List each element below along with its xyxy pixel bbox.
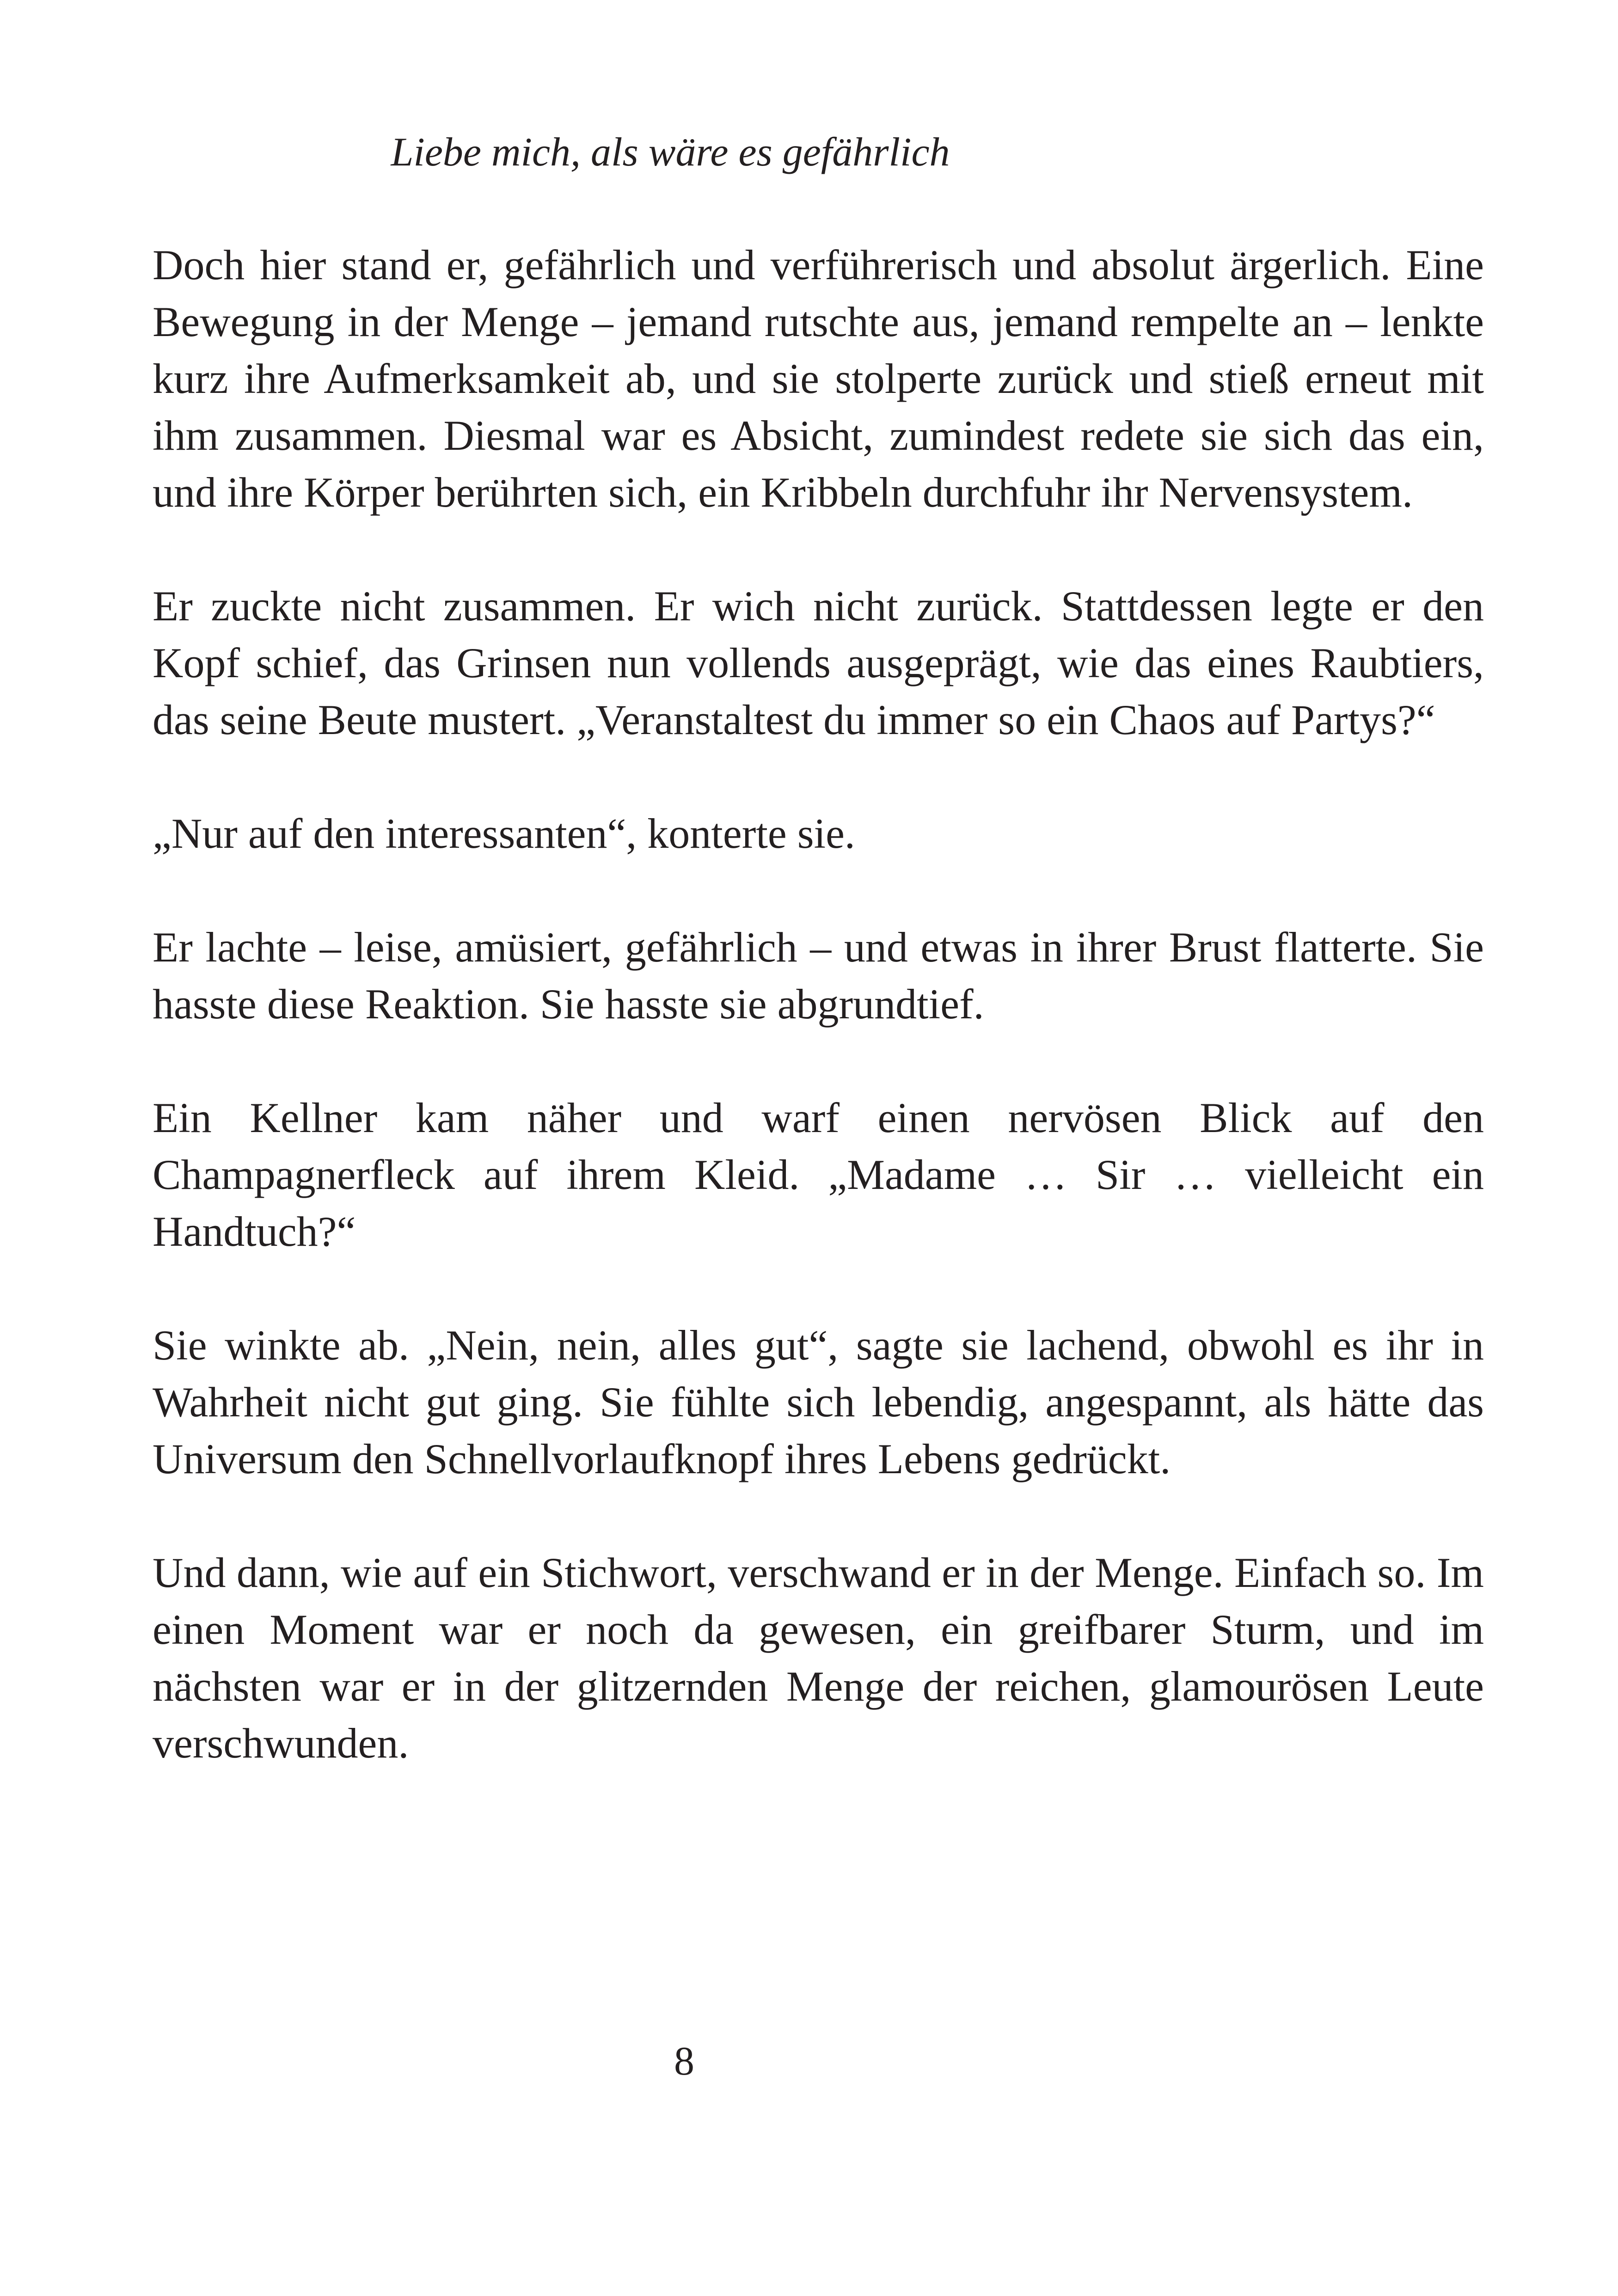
paragraph: „Nur auf den interessanten“, konterte sie.	[153, 810, 855, 857]
paragraph: Sie winkte ab. „Nein, nein, alles gut“, sagte sie lachend, obwohl es ihr in Wahrheit nicht gut ging. Sie fühlte sich lebendig, angespannt, als hätte das Universum den Schnellvorlaufknopf ihres Lebens gedrückt.	[153, 1322, 1484, 1482]
paragraph: Und dann, wie auf ein Stichwort, verschwand er in der Menge. Einfach so. Im einen Moment war er noch da gewesen, ein greifbarer Sturm, und im nächsten war er in der glitzernden Menge der reichen, glamourösen Leute verschwunden.	[153, 1549, 1484, 1767]
paragraph: Doch hier stand er, gefährlich und verführerisch und absolut ärgerlich. Eine Bewegung in der Menge – jemand rutschte aus, jemand rempelte an – lenkte kurz ihre Aufmerksamkeit ab, und sie stolperte zurück und stieß erneut mit ihm zusammen. Diesmal war es Absicht, zumindest redete sie sich das ein, und ihre Körper berührten sich, ein Kribbeln durchfuhr ihr Nervensystem.	[153, 241, 1484, 516]
body-text	[153, 237, 1484, 1829]
paragraph: Er lachte – leise, amüsiert, gefährlich – und etwas in ihrer Brust flatterte. Sie hasste diese Reaktion. Sie hasste sie abgrundtief.	[153, 924, 1484, 1028]
running-header-title: Liebe mich, als wäre es gefährlich	[391, 130, 950, 175]
paragraph: Ein Kellner kam näher und warf einen nervösen Blick auf den Champagnerfleck auf ihrem Kleid. „Madame … Sir … vielleicht ein Handtuch?“	[153, 1094, 1484, 1255]
page-number: 8	[674, 2039, 694, 2084]
paragraph: Er zuckte nicht zusammen. Er wich nicht zurück. Stattdessen legte er den Kopf schief, das Grinsen nun vollends ausgeprägt, wie das eines Raubtiers, das seine Beute mustert. „Veranstaltest du immer so ein Chaos auf Partys?“	[153, 582, 1484, 743]
